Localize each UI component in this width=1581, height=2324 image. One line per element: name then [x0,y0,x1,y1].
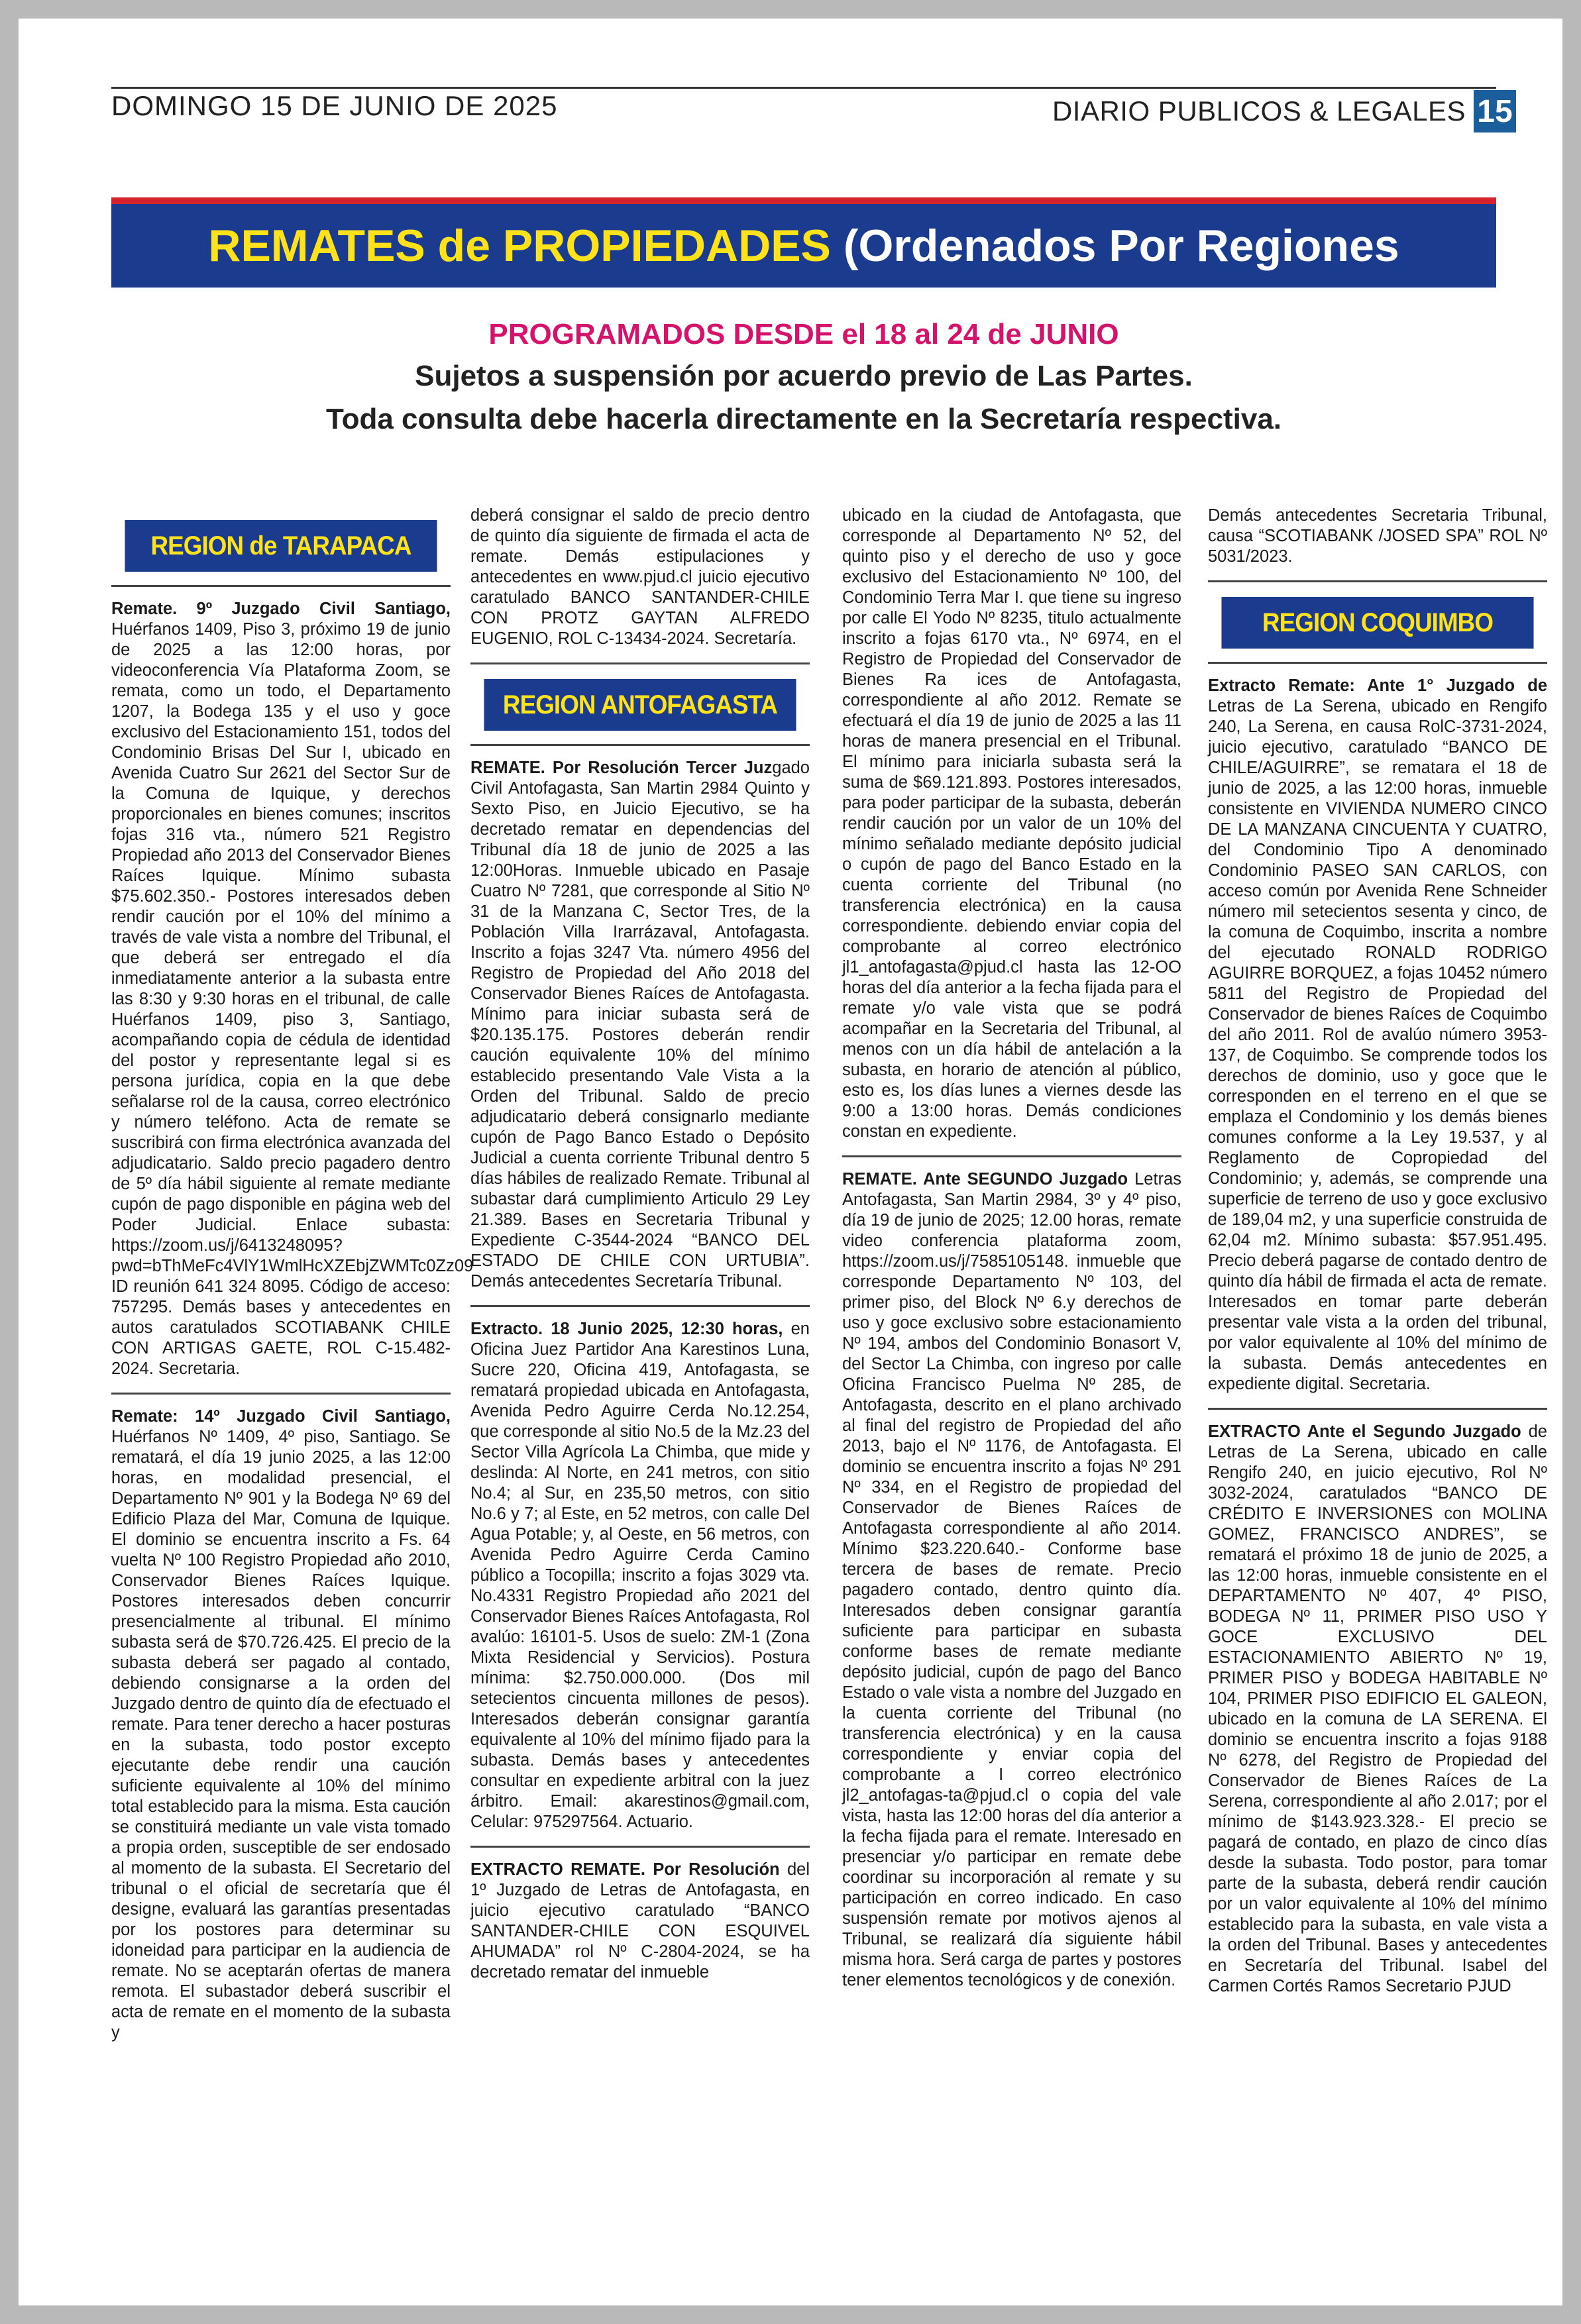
notice-lead: EXTRACTO REMATE. Por Resolución [470,1860,780,1879]
notice [111,599,474,1379]
divider [1208,1408,1547,1410]
column-1 [111,505,474,2043]
suspension-note: Sujetos a suspensión por acuerdo previo de Las Partes. [415,360,1193,392]
notice-lead: REMATE. Por Resolución Tercer Juz [470,759,773,777]
notice-continued: Demás antecedentes Secretaria Tribunal, causa “SCOTIABANK /JOSED SPA” ROL Nº 5031/2023. [1208,506,1547,566]
notice [1208,1422,1547,1997]
notice-continued: deberá consignar el saldo de precio dentro de quinto día siguiente de firmada el acta de remate. Demás estipulaciones y antecedentes en www.pjud.cl juicio ejecutivo caratulado BANCO SANTANDER-CHILE CON PROTZ GAYTAN ALFREDO EUGENIO, ROL C-13434-2024. Secretaría. [470,506,810,648]
notice-body: Letras Antofagasta, San Martin 2984, 3º y 4º piso, día 19 de junio de 2025; 12.00 horas, remate video conferencia plataforma zoom, https://zoom.us/j/7585105148. inmueble que corresponde Departamento Nº 103, del primer piso, del Block Nº 6.y derechos de uso y goce exclusivo sobre estacionamiento Nº 194, ambos del Condominio Bonasort V, del Sector La Chimba, con ingreso por calle Oficina Francisco Puelma Nº 285, de Antofagasta, descrito en el plano archivado al final del registro de Propiedad del año 2013, bajo el Nº 1176, de Antofagasta. El dominio se encuentra inscrito a fojas Nº 291 Nº 334, en el Registro de propiedad del Conservador de Bienes Raíces de Antofagasta correspondiente al año 2014. Mínimo $23.220.640.- Conforme base tercera de bases de remate. Precio pagadero contado, dentro quinto día. Interesados deben consignar garantía suficiente para participar en subasta conforme bases de remate mediante depósito judicial, cupón de pago del Banco Estado o vale vista a nombre del Juzgado en la cuenta corriente del Tribunal (no transferencia electrónica) y en la causa correspondiente y enviar copia del comprobante a I correo electrónico jl2_antofagas-ta@pjud.cl o copia del vale vista, hasta las 12:00 horas del día anterior a la fecha fijada para el remate. Interesado en presenciar y/o participar en remate debe coordinar su incorporación al remate y su participación en correo indicado. En caso suspensión remate por motivos ajenos al Tribunal, se realizará día siguiente hábil misma hora. Será carga de partes y postores tener elementos tecnológicos y de conexión. [842,1170,1181,1989]
notice-body: Letras de La Serena, ubicado en Rengifo 240, La Serena, en causa RolC-3731-2024, juicio ejecutivo, caratulado “BANCO DE CHILE/AGUIRRE”, se rematara el 18 de junio de 2025, a las 12:00 horas, inmueble consistente en VIVIENDA NUMERO CINCO DE LA MANZANA CINCUENTA Y CUATRO, del Condominio Tipo A denominado Condominio PASEO SAN CARLOS, con acceso común por Avenida Rene Schneider número mil setecientos sesenta y cinco, de la comuna de Coquimbo, inscrita a nombre del ejecutado RONALD RODRIGO AGUIRRE BORQUEZ, a fojas 10452 número 5811 del Registro de Propiedad del Conservador de bienes Raíces de Coquimbo del año 2011. Rol de avalúo número 3953-137, de Coquimbo. Se comprende todos los derechos de dominio, uso y goce que le corresponden en el terreno en el que se emplaza el Condominio y los demás bienes comunes conforme a la Ley 19.537, y al Reglamento de Copropiedad del Condominio; y, además, se comprende una superficie de terreno de uso y goce exclusivo de 189,04 m2, y una superficie construida de 62,04 m2. Mínimo subasta: $57.951.495. Precio deberá pagarse de contado dentro de quinto día hábil de firmada el acta de remate. Interesados en tomar parte deberán presentar vale vista a la orden del tribunal, por valor equivalente al 10% del mínimo de la subasta. Demás antecedentes en expediente digital. Secretaria. [1208,697,1547,1393]
column-4 [1208,505,1547,1997]
column-2 [470,505,810,1983]
notice-body: Huérfanos 1409, Piso 3, próximo 19 de junio de 2025 a las 12:00 horas, por videoconferencia Vía Plataforma Zoom, se remata, como un todo, el Departamento 1207, la Bodega 135 y el uso y goce exclusivo del Estacionamiento 151, todos del Condominio Brisas Del Sur I, ubicado en Avenida Cuatro Sur 2621 del Sector Sur de la Comuna de Iquique, y derechos proporcionales en bienes comunes; inscritos fojas 316 vta., número 521 Registro Propiedad año 2013 del Conservador Bienes Raíces Iquique. Mínimo subasta $75.602.350.- Postores interesados deben rendir caución por el 10% del mínimo a través de vale vista a nombre del Tribunal, el que deberá ser entregado el día inmediatamente anterior a la subasta entre las 8:30 y 9:30 horas en el tribunal, de calle Huérfanos 1409, piso 3, Santiago, acompañando copia de cédula de identidad del postor y representante legal si es persona jurídica, copia en la que debe señalarse rol de la causa, correo electrónico y número teléfono. Acta de remate se suscribirá con firma electrónica avanzada del adjudicatario. Saldo precio pagadero dentro de 5º día hábil siguiente al remate mediante cupón de pago disponible en página web del Poder Judicial. Enlace subasta: https://zoom.us/j/6413248095?pwd=bThMeFc4VlY1WmlHcXZEbjZWMTc0Zz09 ID reunión 641 324 8095. Código de acceso: 757295. Demás bases y antecedentes en autos caratulados SCOTIABANK CHILE CON ARTIGAS GAETE, ROL C-15.482-2024. Secretaria. [111,620,474,1378]
notice-body: en Oficina Juez Partidor Ana Karestinos Luna, Sucre 220, Oficina 419, Antofagasta, se rematará propiedad ubicada en Antofagasta, Avenida Pedro Aguirre Cerda No.12.254, que corresponde al sitio No.5 de la Mz.23 del Sector Villa Agrícola La Chimba, que mide y deslinda: Al Norte, en 241 metros, con sitio No.4; al Sur, en 235,50 metros, con sitio No.6 y 7; al Este, en 52 metros, con calle Del Agua Potable; y, al Oeste, en 56 metros, con Avenida Pedro Aguirre Cerda Camino público a Tocopilla; inscrito a fojas 3029 vta. No.4331 Registro Propiedad año 2021 del Conservador Bienes Raíces Antofagasta, Rol avalúo: 16101-5. Usos de suelo: ZM-1 (Zona Mixta Residencial y Servicios). Postura mínima: $2.750.000.000. (Dos mil setecientos cincuenta millones de pesos). Interesados deberán consignar garantía equivalente al 10% del mínimo fijado para la subasta. Demás bases y antecedentes consultar en expediente arbitral con la juez árbitro. Email: akarestinos@gmail.com, Celular: 975297564. Actuario. [470,1320,810,1831]
notice [470,1319,810,1832]
notice-lead: Extracto. 18 Junio 2025, 12:30 horas, [470,1320,783,1338]
divider [111,1393,451,1395]
divider [1208,662,1547,664]
notice-lead: REMATE. Ante SEGUNDO Juzgado [842,1170,1128,1188]
notice [470,758,810,1292]
notice-lead: EXTRACTO Ante el Segundo Juzgado [1208,1422,1521,1441]
notice-lead: Extracto Remate: Ante 1° Juzgado de [1208,676,1547,695]
region-badge-coquimbo: REGION COQUIMBO [1221,597,1533,649]
region-badge-antofagasta: REGION ANTOFAGASTA [484,679,796,731]
notice-body: de Letras de La Serena, ubicado en calle Rengifo 240, en juicio ejecutivo, Rol Nº 3032-2024, caratulados “BANCO DE CRÉDITO E INVERSIONES con MOLINA GOMEZ, FRANCISCO ANDRES”, se rematará el próximo 18 de junio de 2025, a las 12:00 horas, inmueble consistente en el DEPARTAMENTO Nº 407, 4º PISO, BODEGA Nº 11, PRIMER PISO USO Y GOCE EXCLUSIVO DEL ESTACIONAMIENTO ABIERTO Nº 19, PRIMER PISO y BODEGA HABITABLE Nº 104, PRIMER PISO EDIFICIO EL GALEON, ubicado en la comuna de LA SERENA. El dominio se encuentra inscrito a fojas 9188 Nº 6278, del Registro de Propiedad del Conservador de Bienes Raíces de La Serena, correspondiente al año 2.017; por el mínimo de $143.923.328.- El precio se pagará de contado, en plazo de cinco días desde la subasta. Todo postor, para tomar parte de la subasta, deberá rendir caución por un valor equivalente al 10% del mínimo establecido para la subasta, en vale vista a la orden del Tribunal. Bases y antecedentes en Secretaría del Tribunal. Isabel del Carmen Cortés Ramos Secretario PJUD [1208,1422,1547,1995]
banner-title-sub: (Ordenados Por Regiones [843,221,1399,271]
notice [111,1406,451,2043]
publication-name: DIARIO PUBLICOS & LEGALES [1052,95,1466,127]
section-banner [111,204,1496,288]
banner-accent-line [111,197,1496,204]
notice-body: del 1º Juzgado de Letras de Antofagasta, en juicio ejecutivo caratulado “BANCO SANTANDER-CHILE CON ESQUIVEL AHUMADA” rol Nº C-2804-2024, se ha decretado rematar del inmueble [470,1860,810,1981]
notice [470,1860,810,1983]
divider [470,1846,810,1848]
inquiry-note: Toda consulta debe hacerla directamente en la Secretaría respectiva. [325,403,1282,435]
newspaper-page [19,19,1562,2305]
divider [1208,580,1547,582]
notice-lead: Remate: 14º Juzgado Civil Santiago, [111,1407,451,1426]
notice-body: gado Civil Antofagasta, San Martin 2984 Quinto y Sexto Piso, en Juicio Ejecutivo, se ha decretado rematar en dependencias del Tribunal día 18 de junio de 2025 a las 12:00Horas. Inmueble ubicado en Pasaje Cuatro Nº 7281, que corresponde al Sitio Nº 31 de la Manzana C, Sector Tres, de la Población Villa Irarrázaval, Antofagasta. Inscrito a fojas 3247 Vta. número 4956 del Registro de Propiedad del Año 2018 del Conservador Bienes Raíces de Antofagasta. Mínimo para iniciar subasta será de $20.135.175. Postores deberán rendir caución equivalente 10% del mínimo establecido presentando Vale Vista a la Orden del Tribunal. Saldo de precio adjudicatario deberá consignarlo mediante cupón de Pago Banco Estado o Depósito Judicial a cuenta corriente Tribunal dentro 5 días hábiles de realizado Remate. Tribunal al subastar dará cumplimiento Articulo 29 Ley 21.389. Bases en Secretaria Tribunal y Expediente C-3544-2024 “BANCO DEL ESTADO DE CHILE CON URTUBIA”. Demás antecedentes Secretaría Tribunal. [470,759,810,1291]
divider [470,662,810,664]
header-rule [111,87,1496,89]
notice-continued: ubicado en la ciudad de Antofagasta, que corresponde al Departamento Nº 52, del quinto piso y el derecho de uso y goce exclusivo del Estacionamiento Nº 100, del Condominio Terra Mar I. que tiene su ingreso por calle El Yodo Nº 8235, titulo actualmente inscrito a fojas 6170 vta., Nº 6974, en el Registro de Propiedad del Conservador de Bienes Ra ices de Antofagasta, correspondiente al año 2012. Remate se efectuará el día 19 de junio de 2025 a las 11 horas de manera presencial en el Tribunal. El mínimo para iniciarla subasta será la suma de $69.121.893. Postores interesados, para poder participar de la subasta, deberán rendir caución por un valor de un 10% del mínimo señalado mediante depósito judicial o cupón de pago del Banco Estado en la cuenta corriente del Tribunal (no transferencia electrónica) en la causa correspondiente. debiendo enviar copia del comprobante al correo electrónico jl1_antofagasta@pjud.cl hasta las 12-OO horas del día anterior a la fecha fijada para el remate y/o vale vista que se podrá acompañar en la Secretaria del Tribunal, al menos con un día hábil de antelación a la subasta, en horario de atención al público, esto es, los días lunes a viernes desde las 9:00 a 13:00 horas. Demás condiciones constan en expediente. [842,506,1181,1141]
issue-date: DOMINGO 15 DE JUNIO DE 2025 [111,90,558,121]
notice-body: Huérfanos Nº 1409, 4º piso, Santiago. Se rematará, el día 19 junio 2025, a las 12:00 horas, en modalidad presencial, el Departamento Nº 901 y la Bodega Nº 69 del Edificio Plaza del Mar, Comuna de Iquique. El dominio se encuentra inscrito a Fs. 64 vuelta Nº 100 Registro Propiedad año 2010, Conservador Bienes Raíces Iquique. Postores interesados deben concurrir presencialmente al tribunal. El mínimo subasta será de $70.726.425. El precio de la subasta deberá ser pagado al contado, debiendo consignarse a la orden del Juzgado dentro de quinto día de efectuado el remate. Para tener derecho a hacer posturas en la subasta, todo postor excepto ejecutante debe rendir una caución suficiente equivalente al 10% del mínimo total establecido para la misma. Esta caución se constituirá mediante un vale vista tomado a propia orden, susceptible de ser endosado al momento de la subasta. El Secretario del tribunal o el oficial de secretaría que él designe, evaluará las garantías presentadas por los postores para determinar su idoneidad para participar en la audiencia de remate. No se aceptarán ofertas de manera remota. El subastador deberá suscribir el acta de remate en el momento de la subasta y [111,1428,451,2042]
divider [470,1305,810,1307]
page-number: 15 [1474,90,1516,132]
header-right [1052,90,1516,132]
notice-lead: Remate. 9º Juzgado Civil Santiago, [111,600,451,618]
divider [111,585,451,587]
divider [470,744,810,746]
schedule-heading: PROGRAMADOS DESDE el 18 al 24 de JUNIO [488,318,1119,350]
notice [842,1169,1181,1991]
region-badge-tarapaca: REGION de TARAPACA [125,520,437,572]
column-3 [842,505,1181,1991]
divider [842,1155,1181,1157]
banner-title-main: REMATES de PROPIEDADES [208,221,831,271]
notice [1208,676,1547,1395]
